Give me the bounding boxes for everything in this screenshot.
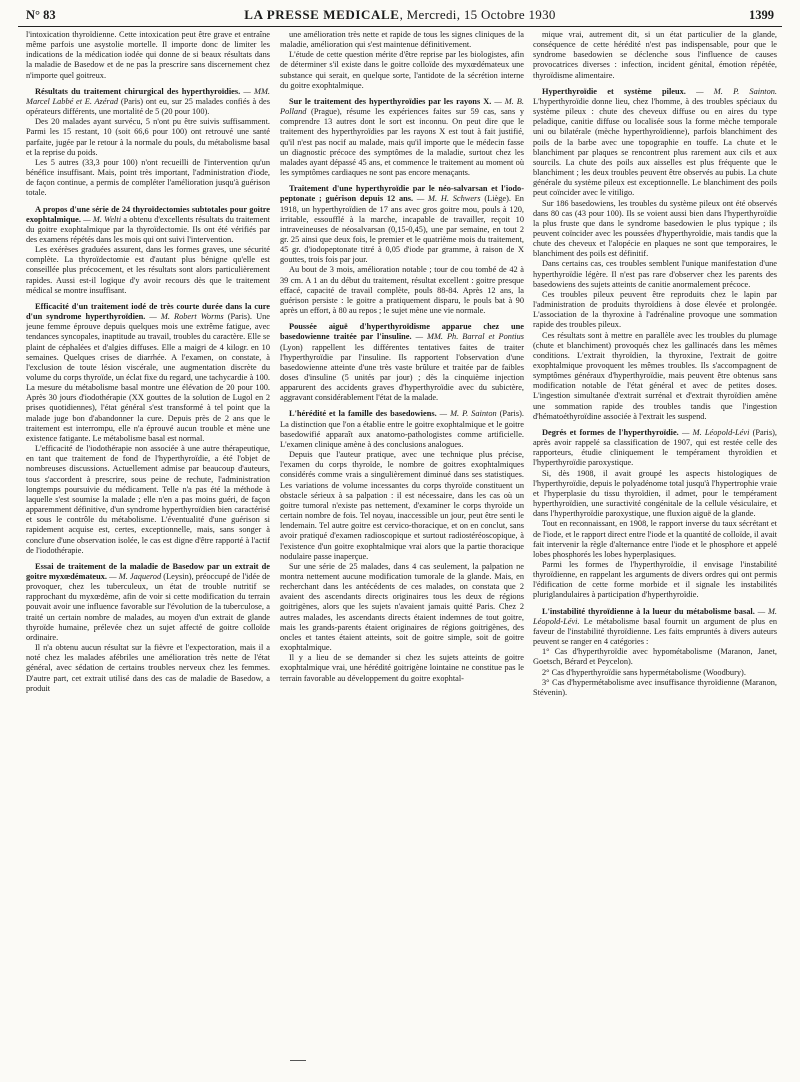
article-author: — M. Jaquerod <box>109 571 162 581</box>
article-paragraph <box>533 560 777 601</box>
article-paragraph <box>26 158 270 199</box>
article-paragraph <box>533 469 777 520</box>
footer-rule <box>290 1060 306 1061</box>
article-body-text: mique vrai, autrement dit, si un état particulier de la glande, conséquence de cette hérédité n'est pas indispensable, pour que le syndrome basedowien se déclenche sous l'influence de causes provocatrices diverses : infection, incident génital, émotion répétée, thyroïdisme alimentaire. <box>533 30 777 80</box>
article-body-text: Si, dès 1908, il avait groupé les aspects histologiques de l'hyperthyroïdie, depuis le polyadénome total jusqu'à l'hypertrophie vraie et l'hyperplasie du tissu thyroïdien, il admet, pour le tempérament hyperthyroïdien, une suractivité congénitale de la cellule vésiculaire, et dans l'hyperthyroïdie paroxystique, une fluxion aiguë de la glande. <box>533 468 777 519</box>
article-body-text: 2° Cas d'hyperthyroïdie sans hypermétabolisme (Woodbury). <box>542 667 746 677</box>
article-paragraph <box>533 290 777 331</box>
article-body-text: (Leysin), préoccupé de l'idée de provoquer, chez les tuberculeux, un état de trouble nutritif se rapprochant du myxœdème, afin de voir si cette modification du terrain pouvait avoir une influence favorable sur l'évolution de la tuberculose, a traité un certain nombre de malades, au moyen d'un extrait de glande thyroïde humaine, prélevée chez un sujet affecté de goitre colloïde ordinaire. <box>26 571 270 642</box>
article-paragraph-with-title <box>26 562 270 643</box>
journal-masthead <box>18 7 782 23</box>
article-paragraph <box>280 450 524 562</box>
article-body-text: Des 20 malades ayant survécu, 5 n'ont pu être suivis suffisamment. Parmi les 15 restant, 10 (soit 66,6 pour 100) ont retrouvé une santé parfaite, jugée par le retour à la normale du pouls, du métabolisme basal et la reprise du poids. <box>26 117 270 157</box>
article-title: A propos d'une série de 24 thyroïdectomies subtotales pour goitre exophtalmique. <box>26 204 270 224</box>
article-paragraph-with-title <box>533 428 777 469</box>
column-middle <box>280 30 524 1070</box>
article-paragraph-with-title <box>26 205 270 246</box>
article-title: Degrés et formes de l'hyperthyroïdie. <box>542 427 679 437</box>
article-paragraph <box>533 647 777 667</box>
article-body-text: Ces troubles pileux peuvent être reproduits chez le lapin par l'administration de produits thyroïdiens à dose élevée et prolongée. L'association de la thyroxine à l'adrénaline provoque une sommation rapide des troubles pileux. <box>533 289 777 330</box>
article-body-text: (Paris). Une jeune femme éprouve depuis quelques mois une extrême fatigue, avec tendances syncopales, inaptitude au travail, troubles du caractère. Elle se plaint de céphalées et d'algies diffuses. Elle a maigri de 4 kilogr. en 10 semaines. Quelques crises de diarrhée. A l'examen, on constate, à l'exclusion de toute lésion viscérale, une augmentation discrète du volume du corps thyroïde, un éclat fixe du regard, une tachycardie à 100. La mesure du métabolisme basal montre une élévation de 20 pour 100. Après 30 jours d'iodothérapie (XX gouttes de la solution de Lugol en 2 prises quotidiennes), l'état général s'est transformé à tel point que la malade juge bon d'abandonner la cure. Depuis près de 2 ans que le traitement est interrompu, elle n'a éprouvé aucun trouble et mène une existence fatigante. Le métabolisme basal est normal. <box>26 312 270 443</box>
article-paragraph <box>533 519 777 560</box>
article-paragraph-with-title <box>533 607 777 648</box>
article-body-text: L'étude de cette question mérite d'être reprise par les biologistes, afin de déterminer s'il existe dans le goitre colloïde des myxœdémateux une substance qui serait, en quelque sorte, l'antidote de la sécrétion interne du goitre exophtalmique. <box>280 50 524 90</box>
article-body-text: (Paris) ont eu, sur 25 malades confiés à des opérateurs différents, une mortalité de 5 (20 pour 100). <box>26 96 270 117</box>
article-body-text: Les 5 autres (33,3 pour 100) n'ont recueilli de l'intervention qu'un bénéfice insuffisant. Mais, point très important, l'administration d'iode, de façon continue, a permis de compléter l'amélioration jusqu'à guérison totale. <box>26 157 270 198</box>
column-right <box>533 30 777 1070</box>
article-paragraph <box>26 643 270 694</box>
article-author: — MM. Marcel Labbé et E. Azérad <box>26 86 270 106</box>
page-number: 1399 <box>749 8 774 22</box>
article-body-text: (Paris), après avoir rappelé sa classification de 1907, qui est restée celle des rapporteurs, étudie cliniquement le tempérament thyroïdien et l'hyperthyroïdie paroxystique. <box>533 427 777 468</box>
article-body-text: Dans certains cas, ces troubles semblent l'unique manifestation d'une hyperthyroïdie légère. Il n'est pas rare d'observer chez les parents des basedowiens des sujets atteints de canitie anormalement précoce. <box>533 259 777 289</box>
article-author: — M. Robert Worms <box>149 312 224 322</box>
article-title: L'instabilité thyroïdienne à la lueur du métabolisme basal. <box>542 606 755 616</box>
article-paragraph <box>533 199 777 260</box>
article-body-text: Ces résultats sont à mettre en parallèle avec les troubles du plumage (chute et blanchiment) provoqués chez les gallinacés dans les mêmes conditions. L'extrait thyroïdien, la thyroxine, l'extrait de goitre exophtalmique provoquent les mêmes troubles. Ils s'accompagnent de symptômes généraux d'hyperthyroïdie, mais peuvent être obtenus sans modification notable de l'état général et avec de petites doses. L'ingestion simultanée d'extrait surrénal et d'extrait thyroïdien amène une sommation rapide des troubles tandis que l'ingestion d'hématoéthyroïdine associée à l'extrait les suspend. <box>533 330 777 421</box>
article-body-text: Il y a lieu de se demander si chez les sujets atteints de goitre exophtalmique vrai, une hérédité goitrigène lointaine ne constitue pas le terrain favorable au développement du goitre exophtal- <box>280 653 524 683</box>
article-paragraph <box>533 259 777 289</box>
article-author: — M. H. Schwers <box>416 194 481 204</box>
article-paragraph-with-title <box>26 302 270 444</box>
article-paragraph-with-title <box>280 97 524 178</box>
article-paragraph <box>280 50 524 91</box>
article-paragraph <box>280 653 524 683</box>
article-paragraph-with-title <box>26 87 270 117</box>
article-body-text: 3° Cas d'hypermétabolisme avec insuffisance thyroïdienne (Maranon, Stévenin). <box>533 677 777 697</box>
issue-number: N° 83 <box>26 8 56 22</box>
article-body-text: Il n'a obtenu aucun résultat sur la fièvre et l'expectoration, mais il a noté chez les malades afébriles une amélioration très nette de l'état général, avec sédation de certains troubles nerveux chez les femmes. D'autre part, cet extrait utilisé dans des cas de maladie de Basedow, a produit <box>26 643 270 693</box>
article-paragraph <box>26 245 270 296</box>
article-body-text: (Paris). La distinction que l'on a établie entre le goitre exophtalmique et le goitre basedowifié apparaît aux anatomo-pathologistes comme artificielle. L'examen clinique amène à des conclusions analogues. <box>280 409 524 449</box>
article-paragraph <box>26 117 270 158</box>
article-body-text: Sur 186 basedowiens, les troubles du système pileux ont été observés dans 80 cas (43 pour 100). Ils se voient aussi bien dans l'hyperthyroïdie la plus fruste que dans le syndrome basedowien le plus typique ; ils peuvent coïncider avec les poussées d'hyperthyroïdie, mais tandis que la chute des cheveux et l'alopécie en plaques ne sont que temporaires, le blanchiment des poils est définitif. <box>533 198 777 259</box>
column-left <box>26 30 270 1070</box>
article-body-text: une amélioration très nette et rapide de tous les signes cliniques de la maladie, amélioration qui s'est maintenue définitivement. <box>280 30 524 50</box>
article-body-text: Depuis que l'auteur pratique, avec une technique plus précise, l'examen du corps thyroïde, le nombre de goitres exophtalmiques considérés comme vrais a singulièrement diminué dans ses statistiques. Les variations de volume incessantes du corps thyroïde constituent un obstacle sérieux à sa palpation : il est nécessaire, dans les cas où un goitre tumoral n'existe pas nettement, d'examiner le corps thyroïde un certain nombre de fois. Tel noyau, inaccessible un jour, peut être senti le lendemain. Tel autre goitre est cervico-thoracique, et on en conclut, sans avoir pratiqué d'examen radioscopique et surtout radiostéréoscopique, à l'existence d'un goitre exophtalmique vrai alors que la partie thoracique nodulaire passe inaperçue. <box>280 450 524 561</box>
issue-date: , Mercredi, 15 Octobre 1930 <box>399 7 556 22</box>
article-paragraph <box>280 30 524 50</box>
article-paragraph-with-title <box>280 322 524 403</box>
article-body-text: a obtenu d'excellents résultats du traitement du goitre exophtalmique par la thyroïdectomie. Ils ont été vérifiés par des examens répétés dans les mois qui ont suivi l'intervention. <box>26 214 270 244</box>
article-author: — M. B. Polland <box>280 96 524 117</box>
article-author: — M. Léopold-Lévi <box>681 427 750 437</box>
article-paragraph <box>533 668 777 678</box>
article-body-text: l'intoxication thyroïdienne. Cette intoxication peut être grave et entraîne même parfois une asystolie mortelle. Il importe donc de limiter les indications de la médication iodée qui donne de si beaux résultats dans la maladie de Basedow et de ne pas la prescrire sans discernement chez n'importe quel goitreux. <box>26 30 270 80</box>
article-body-text: Au bout de 3 mois, amélioration notable ; tour de cou tombé de 42 à 39 cm. A 1 an du début du traitement, résultat excellent : goitre presque effacé, capacité de travail complète, pouls 88-84. Après 12 ans, la guérison persiste : le goitre a pratiquement disparu, le pouls bat à 90 après un effort, à 80 au repos ; le sujet mène une vie normale. <box>280 265 524 316</box>
article-body-text: Tout en reconnaissant, en 1908, le rapport inverse du taux sécrétant et de l'iode, et le rapport direct entre l'iode et la quantité de colloïde, il avait fait intervenir la règle d'alternance entre l'iode et le phosphore et appelé lobes phosphorés les lobes hyperplasiques. <box>533 519 777 559</box>
article-paragraph <box>533 30 777 81</box>
article-body-text: L'efficacité de l'iodothérapie non associée à une autre thérapeutique, en tant que traitement de fond de l'hyperthyroïdie, a été l'objet de nombreuses discussions. Actuellement admise par beaucoup d'auteurs, tous s'accordent à prescrire, sous peine de rechute, l'administration longtemps poursuivie du médicament. Telle n'a pas été la méthode à laquelle s'est soumise la malade ; elle n'en a pas moins guéri, de façon apparemment définitive, d'un syndrome hyperthyroïdien bien caractérisé et sous le contrôle du métabolisme. L'éventualité d'une guérison si rapidement acquise est, certes, exceptionnelle, mais, sans songer à conclure d'une observation isolée, le cas est digne d'être rapporté à l'actif de l'iodothérapie. <box>26 444 270 555</box>
article-author: — M. Léopold-Lévi. <box>533 606 777 626</box>
article-body-text: L'hyperthyroïdie donne lieu, chez l'homme, à des troubles spéciaux du système pileux : chute des cheveux diffuse ou en aires du type peladique, canitie diffuse ou localisée sous la forme mèche temporale uni ou bilatérale (mèche hyperthyroïdienne), parfois blanchiment des poils de la barbe avec une topographie en touffe. La chute et le blanchiment par plaques se rencontrent plus rarement aux cils et aux sourcils. La chute des poils aux aisselles est plus fréquente que le blanchiment ; les deux troubles peuvent être observés au pubis. La chute générale du système pileux est exceptionnelle. Le blanchiment des poils peut coïncider avec le vitiligo. <box>533 96 777 198</box>
article-body-text: (Lyon) rappellent les différentes tentatives faites de traiter l'hyperthyroïdie par l'insuline. Ils rapportent l'observation d'une basedowienne atteinte d'une très vaste brûlure et traitée par de faibles doses d'insuline (5 unités par jour) ; dès la cinquième injection apparurent des accidents graves d'hyperthyroïdie avec du subictère, aggravant considérablement l'état de la malade. <box>280 342 524 403</box>
article-body-text: 1° Cas d'hyperthyroïdie avec hypométabolisme (Maranon, Janet, Goetsch, Bérard et Peycelon). <box>533 647 777 667</box>
article-body-text: (Liège). En 1918, un hyperthyroïdien de 17 ans avec gros goitre mou, pouls à 120, irritable, essoufflé à la marche, incapable de travailler, reçoit 10 intraveineuses de néosalvarsan (0,15-0,45), une par semaine, en tout 2 gr. 25 ainsi que deux fois, le premier et le quatrième mois du traitement, 45 gr. d'iodopeptonate titré à 0,05 d'iode par gramme, à raison de X gouttes, trois fois par jour. <box>280 194 524 265</box>
article-title: Hyperthyroïdie et système pileux. <box>542 86 686 96</box>
article-title: L'hérédité et la famille des basedowiens. <box>289 409 437 419</box>
article-body-text: (Prague), résume les expériences faites sur 59 cas, sans y comprendre 13 autres dont le sort est inconnu. On peut dire que le traitement des hyperthyroïdies par les rayons X est tout à fait justifié, qu'il n'est pas nocif au malade, mais qu'il importe que le médecin fasse un diagnostic précoce des symptômes de la maladie, surtout chez les malades ayant dépassé 45 ans, et commence le traitement au moment où les symptômes cardiaques ne sont pas encore menaçants. <box>280 107 524 178</box>
article-author: — MM. Ph. Barral et Pontius <box>415 332 524 342</box>
article-body-text: Sur une série de 25 malades, dans 4 cas seulement, la palpation ne montra nettement aucune modification tumorale de la glande. Mais, en recherchant dans les antécédents de ces malades, on constata que 2 avaient des ascendants directs originaires tous les deux de régions goitrigènes, alors que les sujets n'avaient jamais quitté Paris. Chez 2 autres malades, les ascendants directs étaient indemnes de tout goitre, mais les grands-parents étaient originaires de régions goitrigènes, des oncles et tantes étaient atteints, soit de goitre simple, soit de goitre exophtalmique. <box>280 561 524 653</box>
article-paragraph-with-title <box>280 184 524 265</box>
article-author: — M. Welti <box>83 214 122 224</box>
article-title: Sur le traitement des hyperthyroïdies par les rayons X. <box>289 96 492 106</box>
article-body-text: Le métabolisme basal fournit un argument de plus en faveur de l'instabilité thyroïdienne. Les faits empruntés à divers auteurs peuvent se ranger en 4 catégories : <box>533 616 777 647</box>
article-paragraph <box>26 30 270 81</box>
article-author: — M. P. Sainton. <box>696 86 777 96</box>
journal-name: LA PRESSE MEDICALE <box>244 7 400 22</box>
article-title: Poussée aiguë d'hyperthyroïdisme apparue chez une basedowienne traitée par l'insuline. <box>280 322 524 342</box>
article-title: Efficacité d'un traitement iodé de très courte durée dans la cure d'un syndrome hyperthyroïdien. <box>26 301 270 322</box>
article-paragraph <box>280 562 524 653</box>
article-body-text: Les exérèses graduées assurent, dans les formes graves, une sécurité complète. La thyroïdectomie est d'autant plus bénigne qu'elle est conseillée plus précocement, et les résultats sont alors particulièrement rapides. Aussi est-il logique d'y avoir recours dès que le traitement médical se montre insuffisant. <box>26 245 270 295</box>
article-paragraph-with-title <box>533 87 777 199</box>
article-title: Résultats du traitement chirurgical des hyperthyroïdies. <box>35 86 241 96</box>
article-title: Essai de traitement de la maladie de Basedow par un extrait de goitre myxœdémateux. <box>26 561 270 581</box>
article-paragraph <box>280 265 524 316</box>
article-paragraph <box>26 444 270 556</box>
article-body-text: Parmi les formes de l'hyperthyroïdie, il envisage l'instabilité thyroïdienne, en rappelant les arguments de divers ordres qui ont permis l'édification de cette forme morbide et il signale les instabilités pluriglandulaires à participation d'hyperthyroïdie. <box>533 559 777 600</box>
article-author: — M. P. Sainton <box>439 409 497 419</box>
article-paragraph-with-title <box>280 409 524 450</box>
article-paragraph <box>533 678 777 698</box>
article-title: Traitement d'une hyperthyroïdie par le néo-salvarsan et l'iodo-peptonate ; guérison depuis 12 ans. <box>280 184 524 204</box>
page-header <box>18 6 782 27</box>
article-paragraph <box>533 331 777 422</box>
